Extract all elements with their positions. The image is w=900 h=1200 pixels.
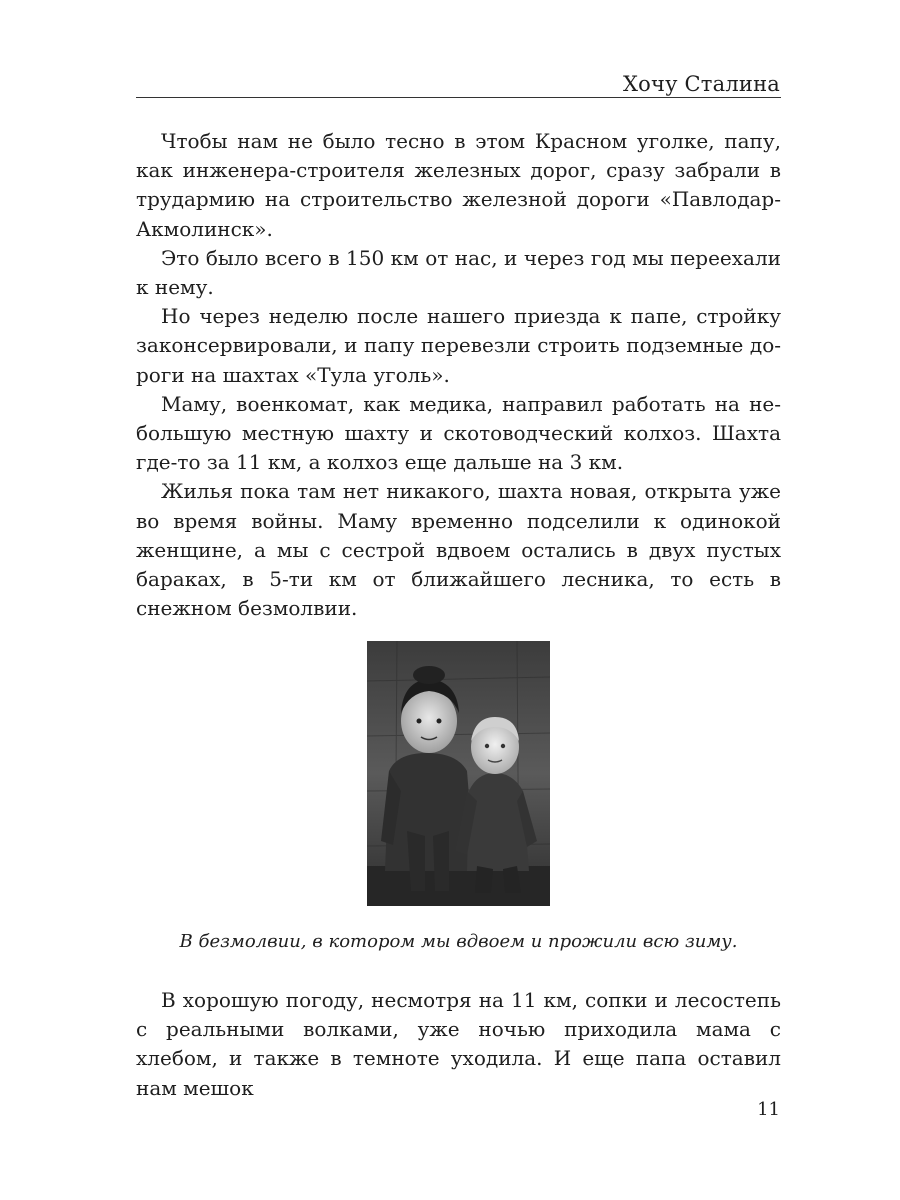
paragraph: Жилья пока там нет никакого, шахта новая, открыта уже во время войны. Маму временно подселили к одинокой женщине, а мы с сестрой вдвоем остались в двух пустых бараках, в 5-ти км от ближайшего лесника, то есть в снежном безмолвии. <box>136 479 781 621</box>
photo-two-children <box>367 641 550 906</box>
running-head-title: Хочу Сталина <box>623 72 780 96</box>
body-text-top <box>136 127 781 623</box>
paragraph: Но через неделю после нашего приезда к папе, стройку законсервировали, и папу перевезли строить подземные дороги на шахтах «Тула уголь». <box>136 304 781 387</box>
paragraph: Чтобы нам не было тесно в этом Красном уголке, папу, как инженера-строителя железных дорог, сразу забрали в трудармию на строительство железной дороги «Павлодар-Акмолинск». <box>136 129 781 241</box>
page-number: 11 <box>757 1099 780 1120</box>
photo-caption: В безмолвии, в котором мы вдвоем и прожили всю зиму. <box>179 931 738 952</box>
body-text-bottom <box>136 986 781 1103</box>
paragraph: Маму, военкомат, как медика, направил работать на небольшую местную шахту и скотоводческий колхоз. Шахта где-то за 11 км, а колхоз еще дальше на 3 км. <box>136 391 781 475</box>
paragraph: В хорошую погоду, несмотря на 11 км, сопки и лесостепь с реальными волками, уже ночью приходила мама с хлебом, и также в темноте уходила. И еще папа оставил нам мешок <box>136 988 781 1100</box>
header-rule <box>136 97 781 98</box>
paragraph: Это было всего в 150 км от нас, и через год мы переехали к нему. <box>136 245 781 300</box>
